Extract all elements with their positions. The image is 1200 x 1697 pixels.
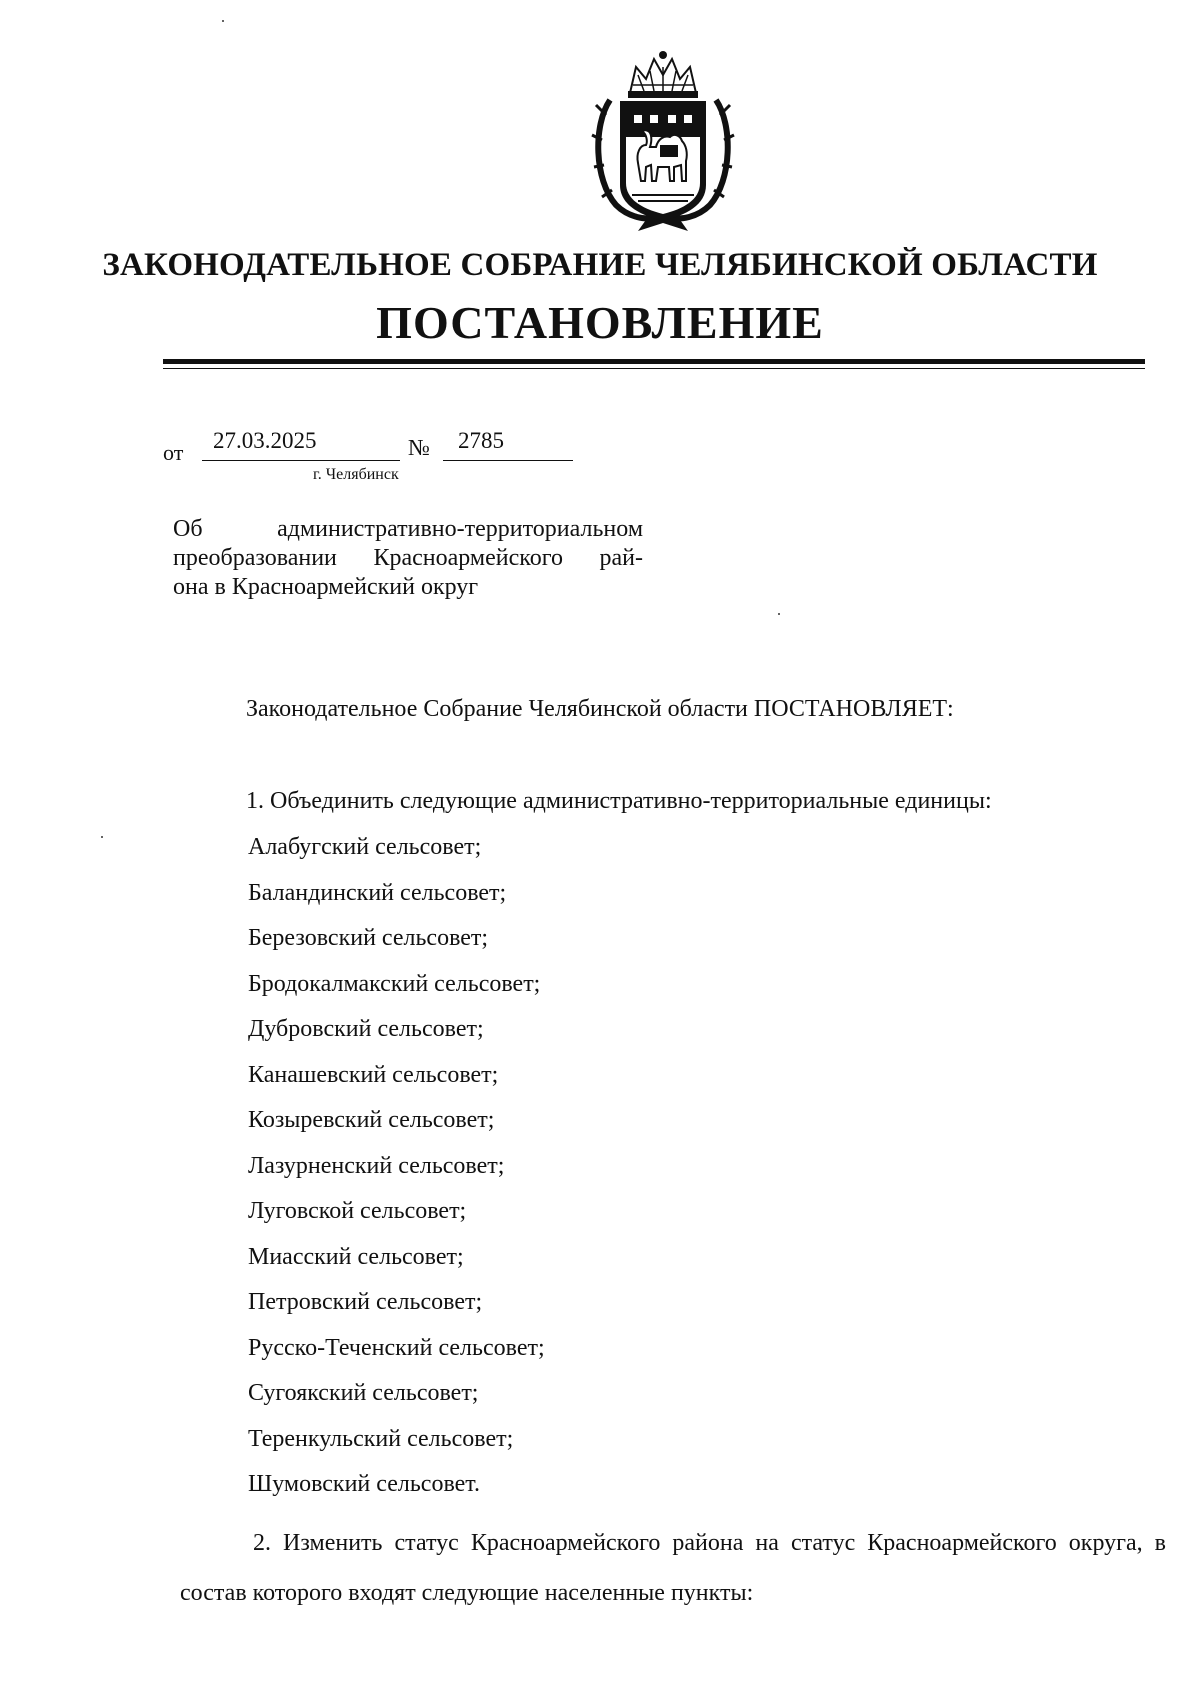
document-city: г. Челябинск (313, 466, 399, 483)
list-item: Баландинский сельсовет; (248, 879, 507, 906)
list-item: Лазурненский сельсовет; (248, 1152, 505, 1179)
list-item: Канашевский сельсовет; (248, 1061, 499, 1088)
subject-line-1 (173, 515, 643, 544)
document-subject (173, 515, 643, 602)
chelyabinsk-coat-of-arms-icon (588, 45, 738, 235)
scan-speck (222, 20, 224, 22)
village-council-list (248, 833, 545, 1516)
list-item: Сугоякский сельсовет; (248, 1380, 479, 1406)
subject-word: преобразовании (173, 545, 337, 571)
document-type-heading: ПОСТАНОВЛЕНИЕ (376, 297, 824, 348)
decree-statement: Законодательное Собрание Челябинской области ПОСТАНОВЛЯЕТ: (246, 696, 954, 722)
document-date: 27.03.2025 (213, 428, 317, 453)
scan-speck (101, 836, 103, 838)
subject-line-2 (173, 544, 643, 573)
scan-speck (778, 613, 780, 615)
date-underline (202, 460, 400, 461)
header-rule-thin (163, 368, 1145, 369)
document-number: 2785 (458, 428, 504, 453)
list-item: Луговской сельсовет; (248, 1198, 467, 1224)
list-item: Дубровский сельсовет; (248, 1016, 484, 1042)
subject-line-3: она в Красноармейский округ (173, 574, 479, 600)
item-1-intro: 1. Объединить следующие административно-территориальные единицы: (246, 788, 992, 814)
header-rule-thick (163, 359, 1145, 364)
list-item: Петровский сельсовет; (248, 1289, 483, 1315)
item-2-paragraph: 2. Изменить статус Красноармейского района на статус Красноармейского округа, в состав которого входят следующие населенные пункты: (180, 1530, 1166, 1606)
date-label: от (163, 440, 184, 465)
number-label: № (408, 435, 430, 460)
list-item: Алабугский сельсовет; (248, 834, 482, 860)
list-item: Русско-Теченский сельсовет; (248, 1334, 545, 1361)
subject-word: Красноармейского (373, 545, 563, 571)
number-underline (443, 460, 573, 461)
organization-title: ЗАКОНОДАТЕЛЬНОЕ СОБРАНИЕ ЧЕЛЯБИНСКОЙ ОБЛАСТИ (102, 247, 1098, 283)
list-item: Теренкульский сельсовет; (248, 1425, 514, 1452)
list-item: Бродокалмакский сельсовет; (248, 970, 541, 997)
list-item: Миасский сельсовет; (248, 1243, 464, 1270)
list-item: Березовский сельсовет; (248, 925, 489, 951)
subject-word: рай- (599, 545, 643, 571)
subject-word: административно-территориальном (277, 516, 643, 542)
list-item: Шумовский сельсовет. (248, 1471, 480, 1497)
list-item: Козыревский сельсовет; (248, 1107, 495, 1133)
subject-word: Об (173, 516, 203, 542)
